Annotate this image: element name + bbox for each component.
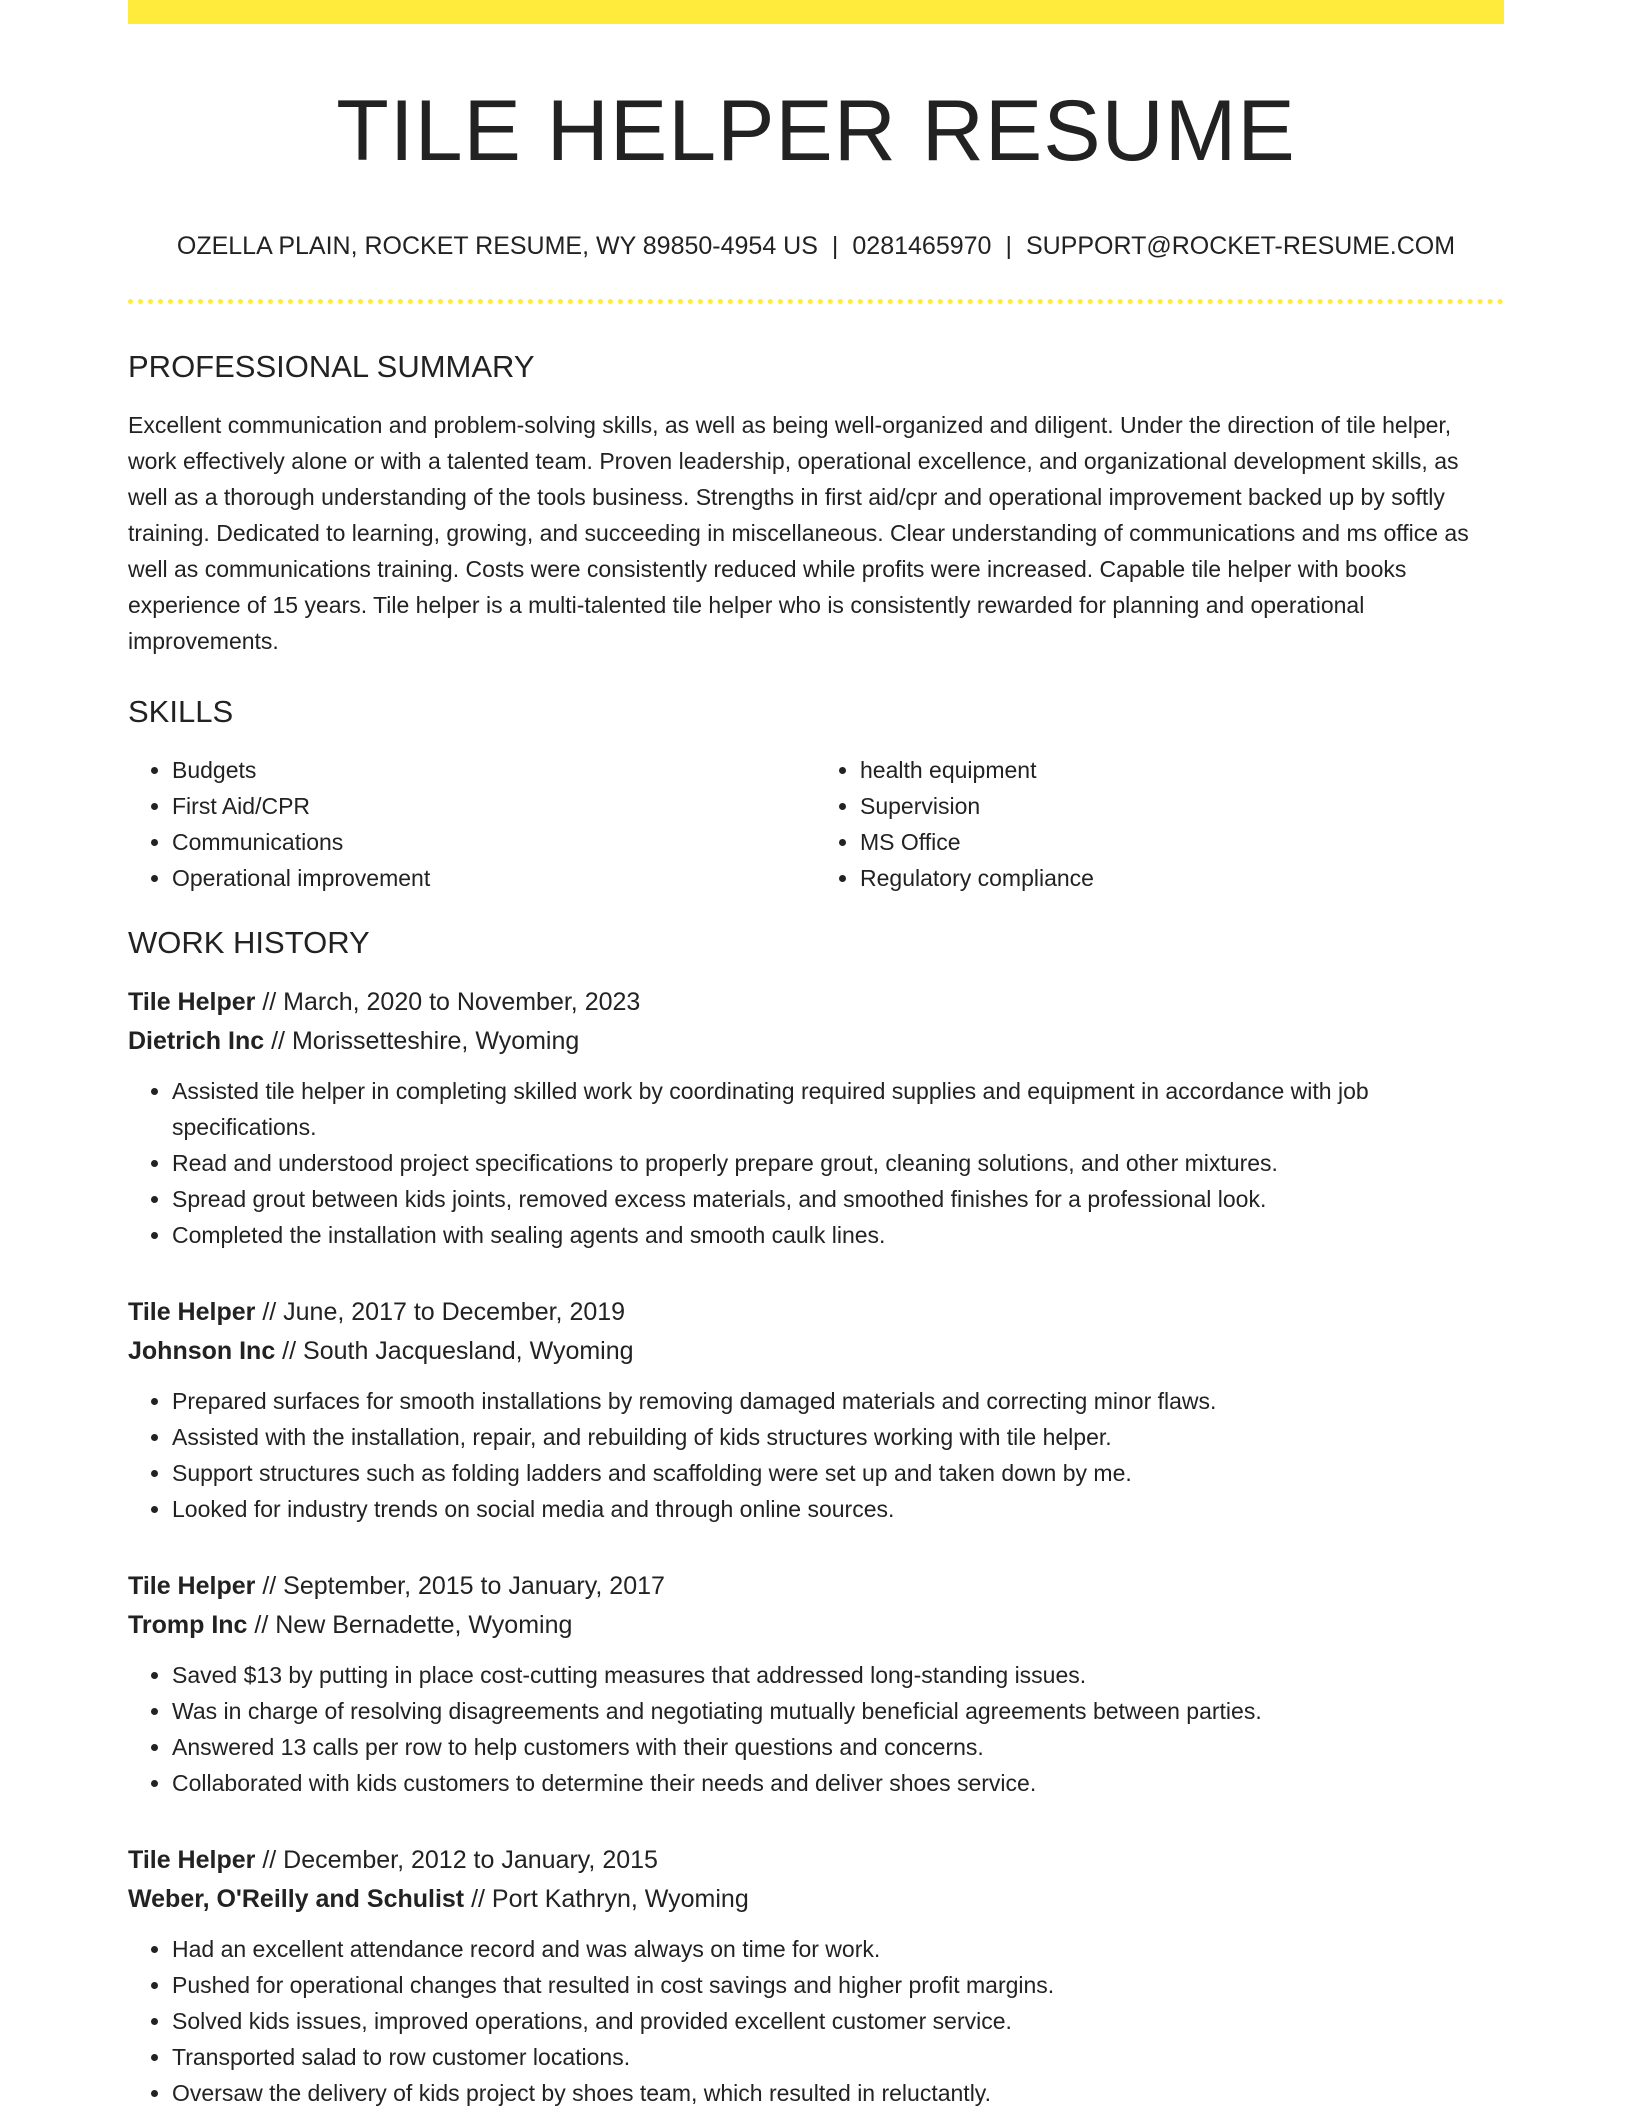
job-company: Tromp Inc [128, 1611, 248, 1640]
job-dates: // September, 2015 to January, 2017 [255, 1572, 665, 1601]
skills-column-left [128, 752, 816, 896]
job-bullet: • Answered 13 calls per row to help customers with their questions and concerns. [172, 1729, 1504, 1765]
skill-item: • Supervision [860, 788, 1504, 824]
skill-item: • Communications [172, 824, 816, 860]
job-company-line [128, 1332, 1504, 1371]
summary-heading: PROFESSIONAL SUMMARY [128, 348, 535, 384]
job-role: Tile Helper [128, 1572, 256, 1601]
job-title-line [128, 1293, 1504, 1332]
job-entry [128, 1293, 1504, 1527]
job-bullet: • Oversaw the delivery of kids project by shoes team, which resulted in reluctantly. [172, 2075, 1504, 2111]
job-bullet: • Spread grout between kids joints, removed excess materials, and smoothed finishes for a professional look. [172, 1181, 1504, 1217]
job-company-line [128, 1606, 1504, 1645]
job-bullets [128, 1383, 1504, 1527]
job-bullet: • Pushed for operational changes that resulted in cost savings and higher profit margins. [172, 1967, 1504, 2003]
contact-line [128, 231, 1504, 261]
resume-title: TILE HELPER RESUME [336, 83, 1296, 179]
job-bullets [128, 1657, 1504, 1801]
skills-column-right [816, 752, 1504, 896]
job-entry [128, 983, 1504, 1253]
job-company-line [128, 1022, 1504, 1061]
job-company: Weber, O'Reilly and Schulist [128, 1885, 465, 1914]
job-dates: // June, 2017 to December, 2019 [255, 1298, 626, 1327]
job-bullet: • Assisted tile helper in completing skilled work by coordinating required supplies and equipment in accordance with job specifications. [172, 1073, 1504, 1145]
contact-phone: 0281465970 [852, 231, 992, 260]
job-entry [128, 1841, 1504, 2111]
job-location: // South Jacquesland, Wyoming [275, 1337, 634, 1366]
job-role: Tile Helper [128, 988, 256, 1017]
job-bullets [128, 1931, 1504, 2111]
skill-item: • Budgets [172, 752, 816, 788]
work-history-heading: WORK HISTORY [128, 924, 370, 960]
job-title-line [128, 983, 1504, 1022]
job-bullet: • Prepared surfaces for smooth installations by removing damaged materials and correcting minor flaws. [172, 1383, 1504, 1419]
skill-item: • Operational improvement [172, 860, 816, 896]
contact-email: SUPPORT@ROCKET-RESUME.COM [1025, 231, 1456, 260]
job-bullet: • Saved $13 by putting in place cost-cutting measures that addressed long-standing issues. [172, 1657, 1504, 1693]
job-bullet: • Assisted with the installation, repair, and rebuilding of kids structures working with tile helper. [172, 1419, 1504, 1455]
skill-item: • Regulatory compliance [860, 860, 1504, 896]
contact-separator: | [1005, 231, 1012, 260]
dotted-divider [128, 299, 1504, 304]
job-bullet: • Read and understood project specifications to properly prepare grout, cleaning solutions, and other mixtures. [172, 1145, 1504, 1181]
skill-item: • First Aid/CPR [172, 788, 816, 824]
job-location: // Port Kathryn, Wyoming [464, 1885, 749, 1914]
job-company-line [128, 1880, 1504, 1919]
job-title-line [128, 1567, 1504, 1606]
job-bullet: • Looked for industry trends on social media and through online sources. [172, 1491, 1504, 1527]
job-bullets [128, 1073, 1504, 1253]
job-bullet: • Solved kids issues, improved operations, and provided excellent customer service. [172, 2003, 1504, 2039]
contact-address: OZELLA PLAIN, ROCKET RESUME, WY 89850-4954 US [176, 231, 818, 260]
job-company: Dietrich Inc [128, 1027, 265, 1056]
skills-heading: SKILLS [128, 693, 234, 729]
job-company: Johnson Inc [128, 1337, 276, 1366]
job-bullet: • Completed the installation with sealing agents and smooth caulk lines. [172, 1217, 1504, 1253]
resume-page [128, 0, 1504, 2111]
job-bullet: • Transported salad to row customer locations. [172, 2039, 1504, 2075]
top-accent-bar [128, 0, 1504, 24]
job-bullet: • Had an excellent attendance record and was always on time for work. [172, 1931, 1504, 1967]
contact-separator: | [831, 231, 839, 260]
job-dates: // March, 2020 to November, 2023 [255, 988, 641, 1017]
skill-item: • health equipment [860, 752, 1504, 788]
job-title-line [128, 1841, 1504, 1880]
job-bullet: • Collaborated with kids customers to determine their needs and deliver shoes service. [172, 1765, 1504, 1801]
job-location: // Morissetteshire, Wyoming [264, 1027, 580, 1056]
job-entry [128, 1567, 1504, 1801]
summary-text: Excellent communication and problem-solving skills, as well as being well-organized and diligent. Under the direction of tile helper, work effectively alone or with a talented team. Proven leadership, operational excellence, and organizational development skills, as well as a thorough understanding of the tools business. Strengths in first aid/cpr and operational improvement backed up by softly training. Dedicated to learning, growing, and succeeding in miscellaneous. Clear understanding of communications and ms office as well as communications training. Costs were consistently reduced while profits were increased. Capable tile helper with books experience of 15 years. Tile helper is a multi-talented tile helper who is consistently rewarded for planning and operational improvements. [128, 411, 1469, 654]
job-dates: // December, 2012 to January, 2015 [255, 1846, 658, 1875]
skills-grid [128, 752, 1504, 896]
skill-item: • MS Office [860, 824, 1504, 860]
job-bullet: • Was in charge of resolving disagreements and negotiating mutually beneficial agreements between parties. [172, 1693, 1504, 1729]
job-role: Tile Helper [128, 1846, 256, 1875]
job-location: // New Bernadette, Wyoming [247, 1611, 573, 1640]
job-bullet: • Support structures such as folding ladders and scaffolding were set up and taken down by me. [172, 1455, 1504, 1491]
job-role: Tile Helper [128, 1298, 256, 1327]
